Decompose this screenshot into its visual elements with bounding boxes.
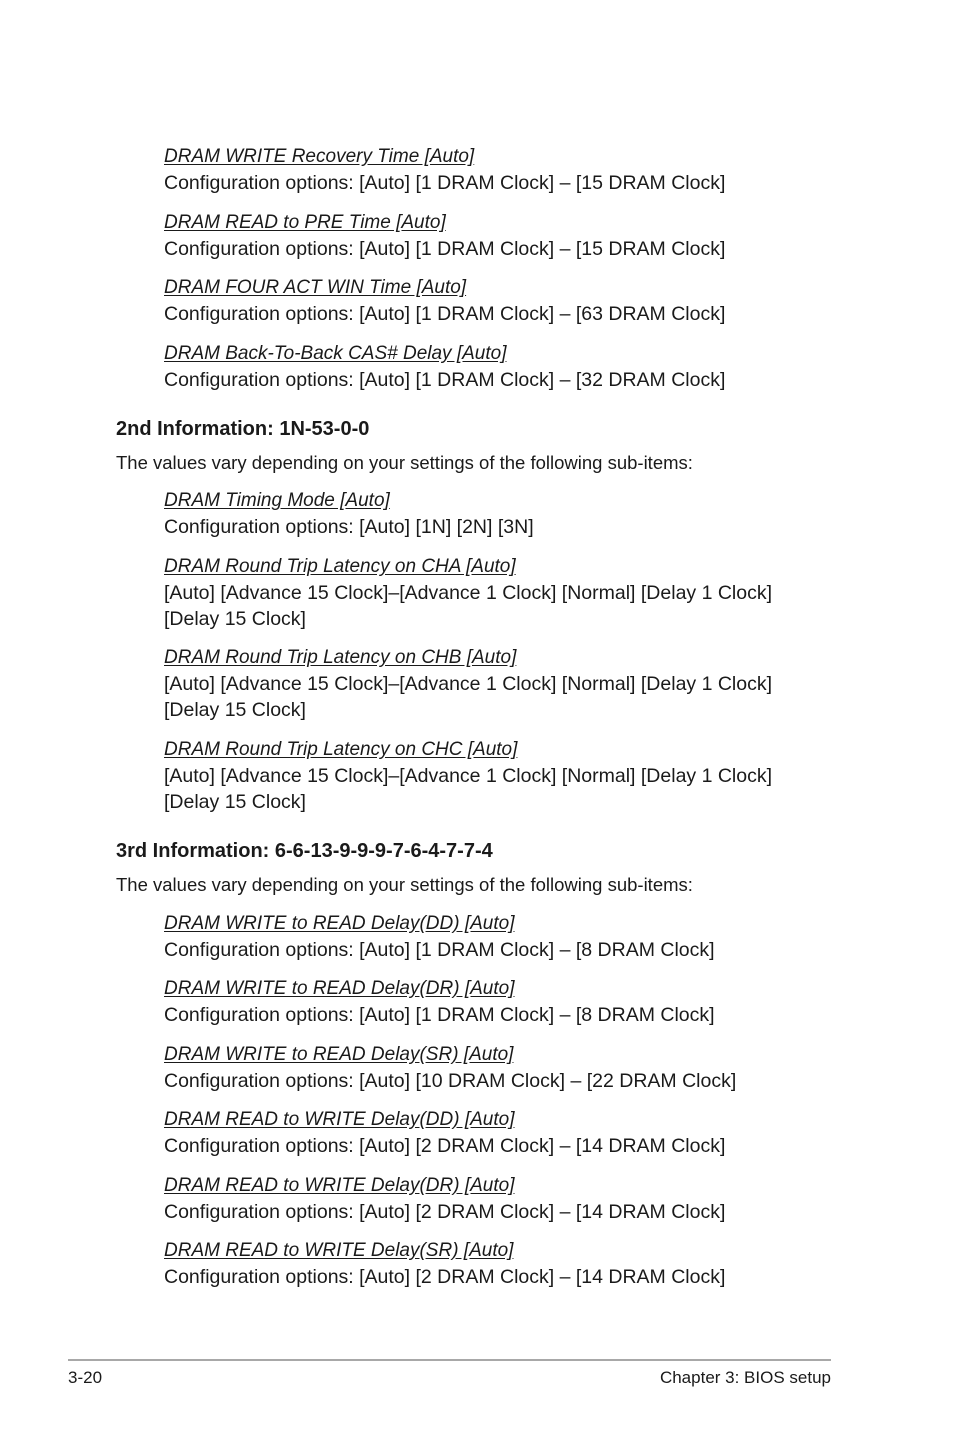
- section-heading: 2nd Information: 1N-53-0-0: [116, 418, 370, 440]
- page-number: 3-20: [68, 1368, 103, 1387]
- item-title: DRAM WRITE Recovery Time [Auto]: [164, 146, 475, 167]
- item-title: DRAM Round Trip Latency on CHB [Auto]: [164, 647, 517, 668]
- chapter-title: Chapter 3: BIOS setup: [659, 1368, 831, 1387]
- item-title: DRAM READ to PRE Time [Auto]: [164, 212, 446, 233]
- item-title: DRAM READ to WRITE Delay(DR) [Auto]: [164, 1175, 515, 1196]
- item-title: DRAM READ to WRITE Delay(DD) [Auto]: [164, 1109, 515, 1130]
- item-description: Configuration options: [Auto] [10 DRAM Clock] – [22 DRAM Clock]: [164, 1070, 737, 1092]
- item-title: DRAM Timing Mode [Auto]: [164, 490, 390, 511]
- item-description: Configuration options: [Auto] [1N] [2N] [3N]: [164, 516, 534, 538]
- section-intro: The values vary depending on your settings of the following sub-items:: [116, 452, 693, 473]
- item-title: DRAM Round Trip Latency on CHA [Auto]: [164, 556, 516, 577]
- item-description: Configuration options: [Auto] [2 DRAM Clock] – [14 DRAM Clock]: [164, 1266, 726, 1288]
- item-description: Configuration options: [Auto] [1 DRAM Clock] – [15 DRAM Clock]: [164, 172, 726, 194]
- item-description: Configuration options: [Auto] [1 DRAM Clock] – [8 DRAM Clock]: [164, 1004, 715, 1026]
- item-title: DRAM WRITE to READ Delay(DR) [Auto]: [164, 978, 515, 999]
- item-description: [Auto] [Advance 15 Clock]–[Advance 1 Clock] [Normal] [Delay 1 Clock] [Delay 15 Clock]: [164, 582, 773, 630]
- item-description: [Auto] [Advance 15 Clock]–[Advance 1 Clock] [Normal] [Delay 1 Clock] [Delay 15 Clock]: [164, 673, 773, 721]
- item-title: DRAM WRITE to READ Delay(DD) [Auto]: [164, 913, 515, 934]
- item-description: [Auto] [Advance 15 Clock]–[Advance 1 Clock] [Normal] [Delay 1 Clock] [Delay 15 Clock]: [164, 765, 773, 813]
- section-heading: 3rd Information: 6-6-13-9-9-9-7-6-4-7-7-4: [116, 840, 493, 862]
- item-title: DRAM Back-To-Back CAS# Delay [Auto]: [164, 343, 507, 364]
- item-title: DRAM WRITE to READ Delay(SR) [Auto]: [164, 1044, 514, 1065]
- section-intro: The values vary depending on your settings of the following sub-items:: [116, 874, 693, 895]
- item-description: Configuration options: [Auto] [2 DRAM Clock] – [14 DRAM Clock]: [164, 1135, 726, 1157]
- item-description: Configuration options: [Auto] [1 DRAM Clock] – [8 DRAM Clock]: [164, 939, 715, 961]
- item-description: Configuration options: [Auto] [1 DRAM Clock] – [63 DRAM Clock]: [164, 303, 726, 325]
- item-description: Configuration options: [Auto] [1 DRAM Clock] – [15 DRAM Clock]: [164, 238, 726, 260]
- footer-divider: [68, 1359, 831, 1361]
- item-title: DRAM READ to WRITE Delay(SR) [Auto]: [164, 1240, 514, 1261]
- item-description: Configuration options: [Auto] [1 DRAM Clock] – [32 DRAM Clock]: [164, 369, 726, 391]
- item-description: Configuration options: [Auto] [2 DRAM Clock] – [14 DRAM Clock]: [164, 1201, 726, 1223]
- item-title: DRAM FOUR ACT WIN Time [Auto]: [164, 277, 467, 298]
- item-title: DRAM Round Trip Latency on CHC [Auto]: [164, 739, 518, 760]
